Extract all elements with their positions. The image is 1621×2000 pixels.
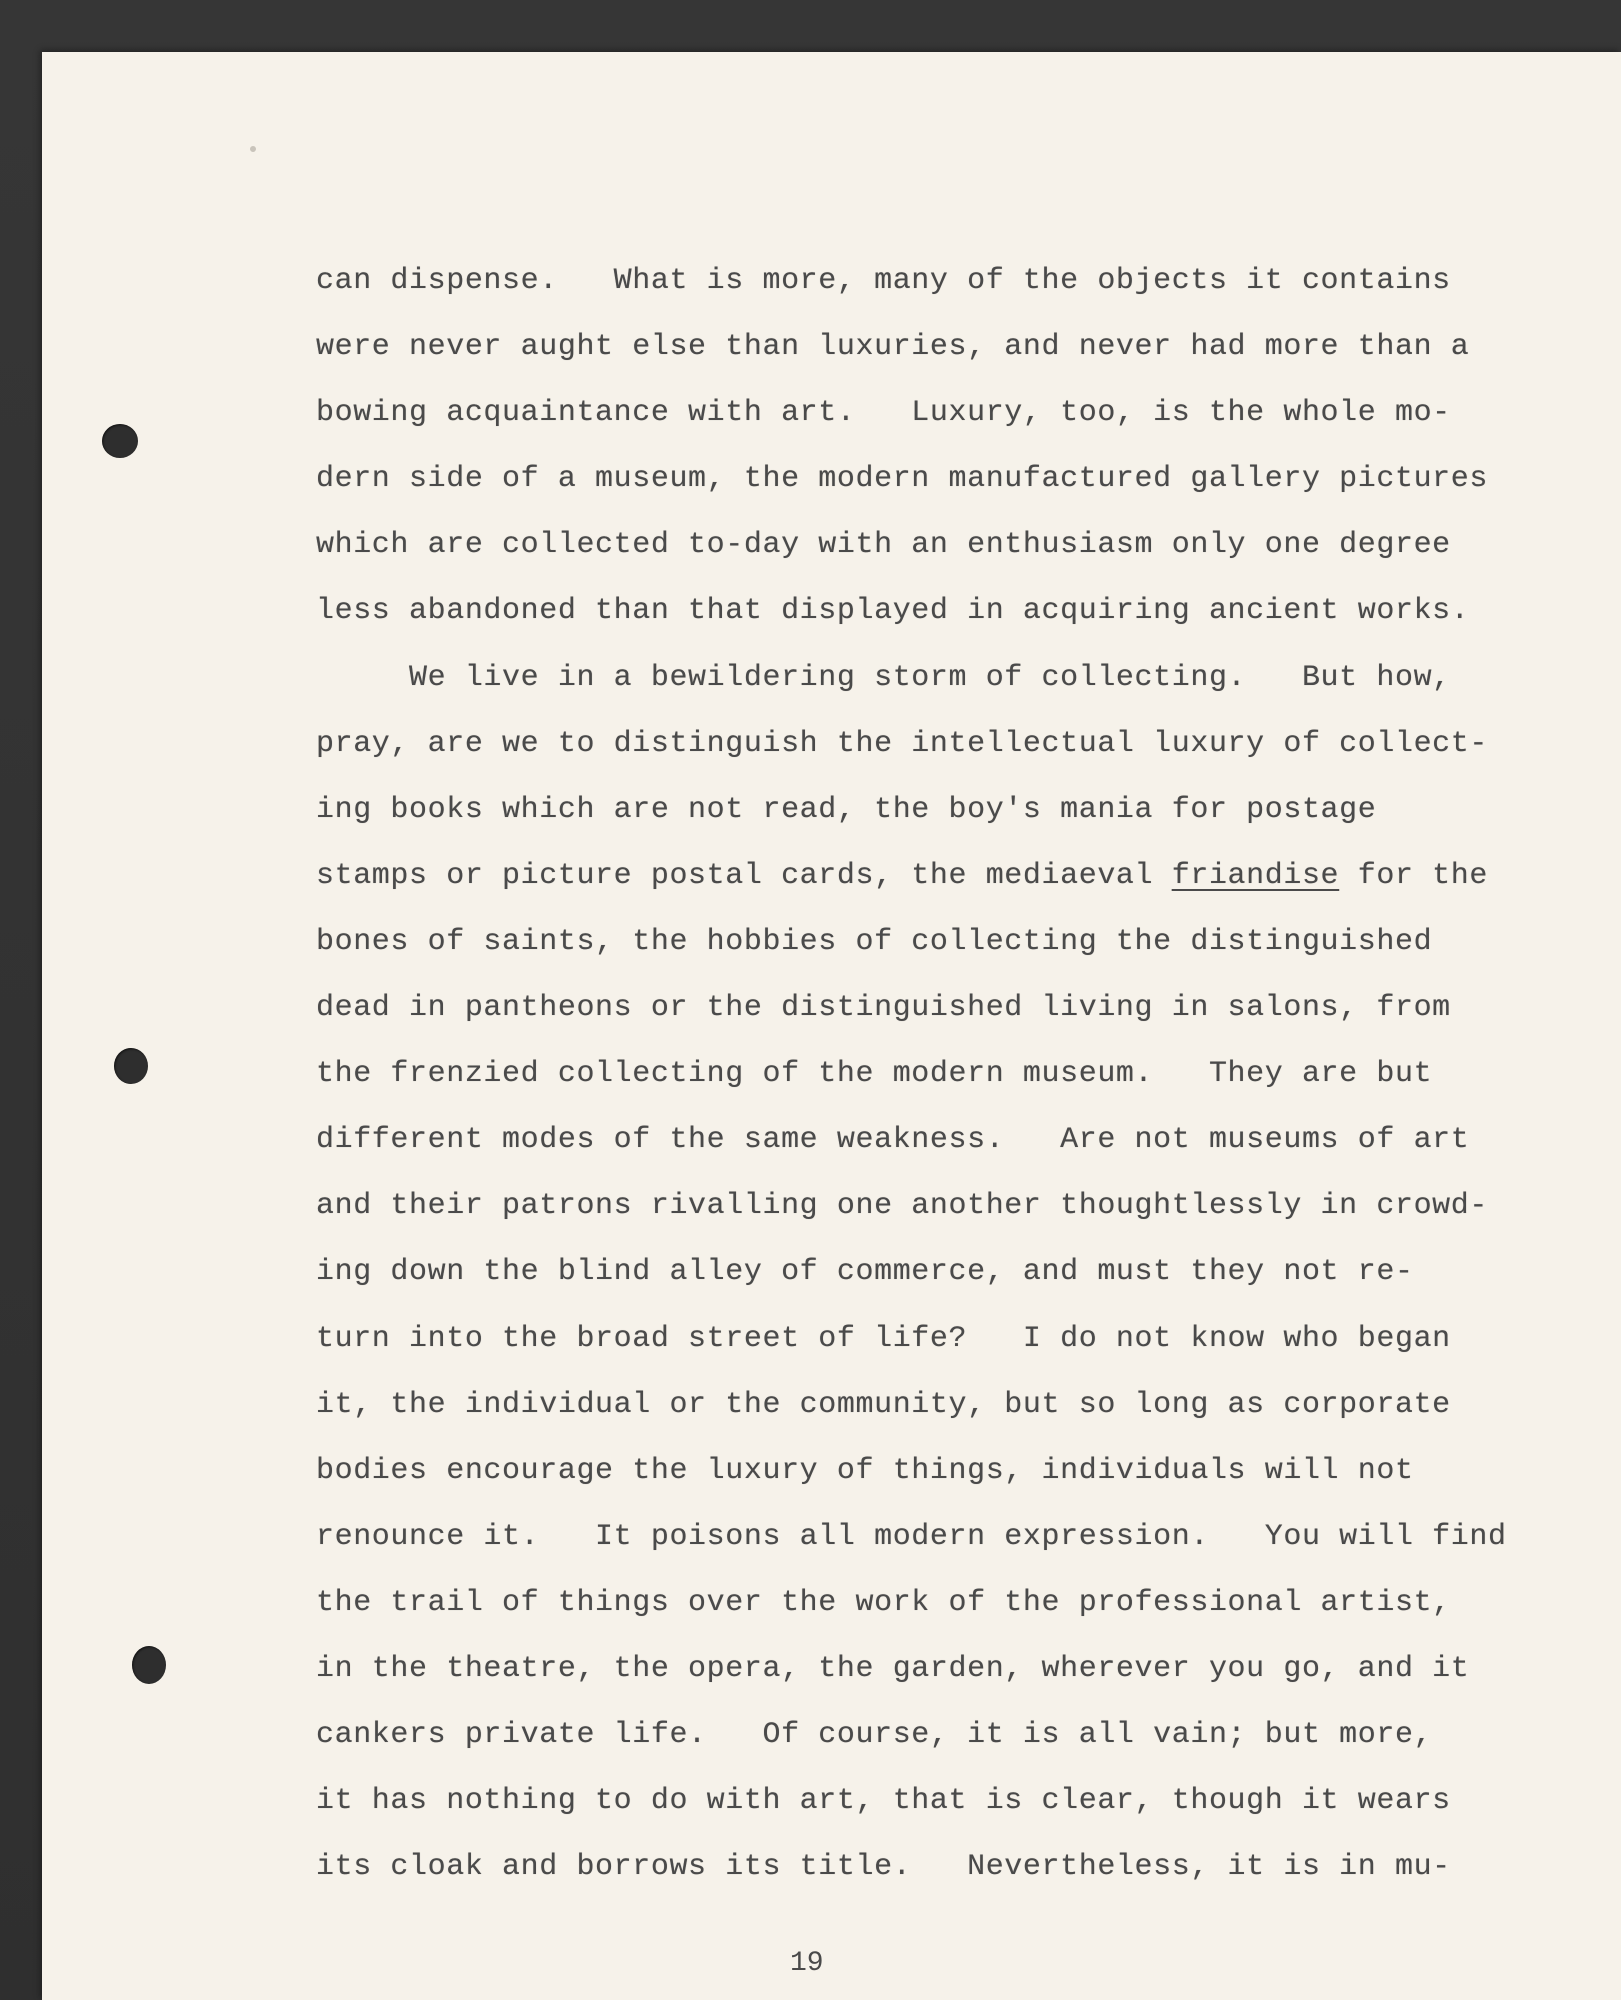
text-line-12: dead in pantheons or the distinguished living in salons, from xyxy=(316,991,1451,1026)
text-line-17: turn into the broad street of life? I do not know who began xyxy=(316,1321,1451,1356)
text-line-14: different modes of the same weakness. Are not museums of art xyxy=(316,1123,1470,1158)
paper-speck xyxy=(250,146,256,152)
text-line-5: which are collected to-day with an enthusiasm only one degree xyxy=(316,528,1451,563)
text-line-2: were never aught else than luxuries, and never had more than a xyxy=(316,330,1470,365)
text-line-20: renounce it. It poisons all modern expression. You will find xyxy=(316,1519,1507,1554)
punch-hole-bottom xyxy=(132,1646,166,1684)
text-line-4: dern side of a museum, the modern manufactured gallery pictures xyxy=(316,462,1488,497)
text-line-10-start: stamps or picture postal cards, the mediaeval xyxy=(316,858,1172,893)
text-line-16: ing down the blind alley of commerce, and must they not re- xyxy=(316,1255,1414,1290)
text-line-25: its cloak and borrows its title. Nevertheless, it is in mu- xyxy=(316,1850,1451,1885)
text-line-11: bones of saints, the hobbies of collecting the distinguished xyxy=(316,924,1433,959)
text-line-10-end: for the xyxy=(1339,858,1488,893)
punch-hole-middle xyxy=(114,1048,148,1084)
page-number: 19 xyxy=(790,1948,824,1979)
body-text xyxy=(316,248,1566,1900)
text-line-8: pray, are we to distinguish the intellectual luxury of collect- xyxy=(316,726,1488,761)
text-line-23: cankers private life. Of course, it is all vain; but more, xyxy=(316,1718,1433,1753)
text-line-6: less abandoned than that displayed in acquiring ancient works. xyxy=(316,594,1470,629)
text-line-1: can dispense. What is more, many of the objects it contains xyxy=(316,264,1451,298)
text-line-15: and their patrons rivalling one another thoughtlessly in crowd- xyxy=(316,1189,1488,1224)
text-line-19: bodies encourage the luxury of things, individuals will not xyxy=(316,1453,1414,1488)
text-line-21: the trail of things over the work of the professional artist, xyxy=(316,1585,1451,1620)
text-line-10 xyxy=(316,843,1566,909)
punch-hole-top xyxy=(102,424,138,458)
text-line-3: bowing acquaintance with art. Luxury, too, is the whole mo- xyxy=(316,396,1451,431)
text-line-9: ing books which are not read, the boy's mania for postage xyxy=(316,792,1377,827)
text-line-13: the frenzied collecting of the modern museum. They are but xyxy=(316,1057,1433,1092)
underlined-word: friandise xyxy=(1171,858,1340,893)
text-line-24: it has nothing to do with art, that is clear, though it wears xyxy=(316,1784,1451,1819)
text-line-7: We live in a bewildering storm of collecting. But how, xyxy=(316,660,1451,695)
text-line-22: in the theatre, the opera, the garden, wherever you go, and it xyxy=(316,1651,1470,1686)
text-line-18: it, the individual or the community, but so long as corporate xyxy=(316,1387,1451,1422)
